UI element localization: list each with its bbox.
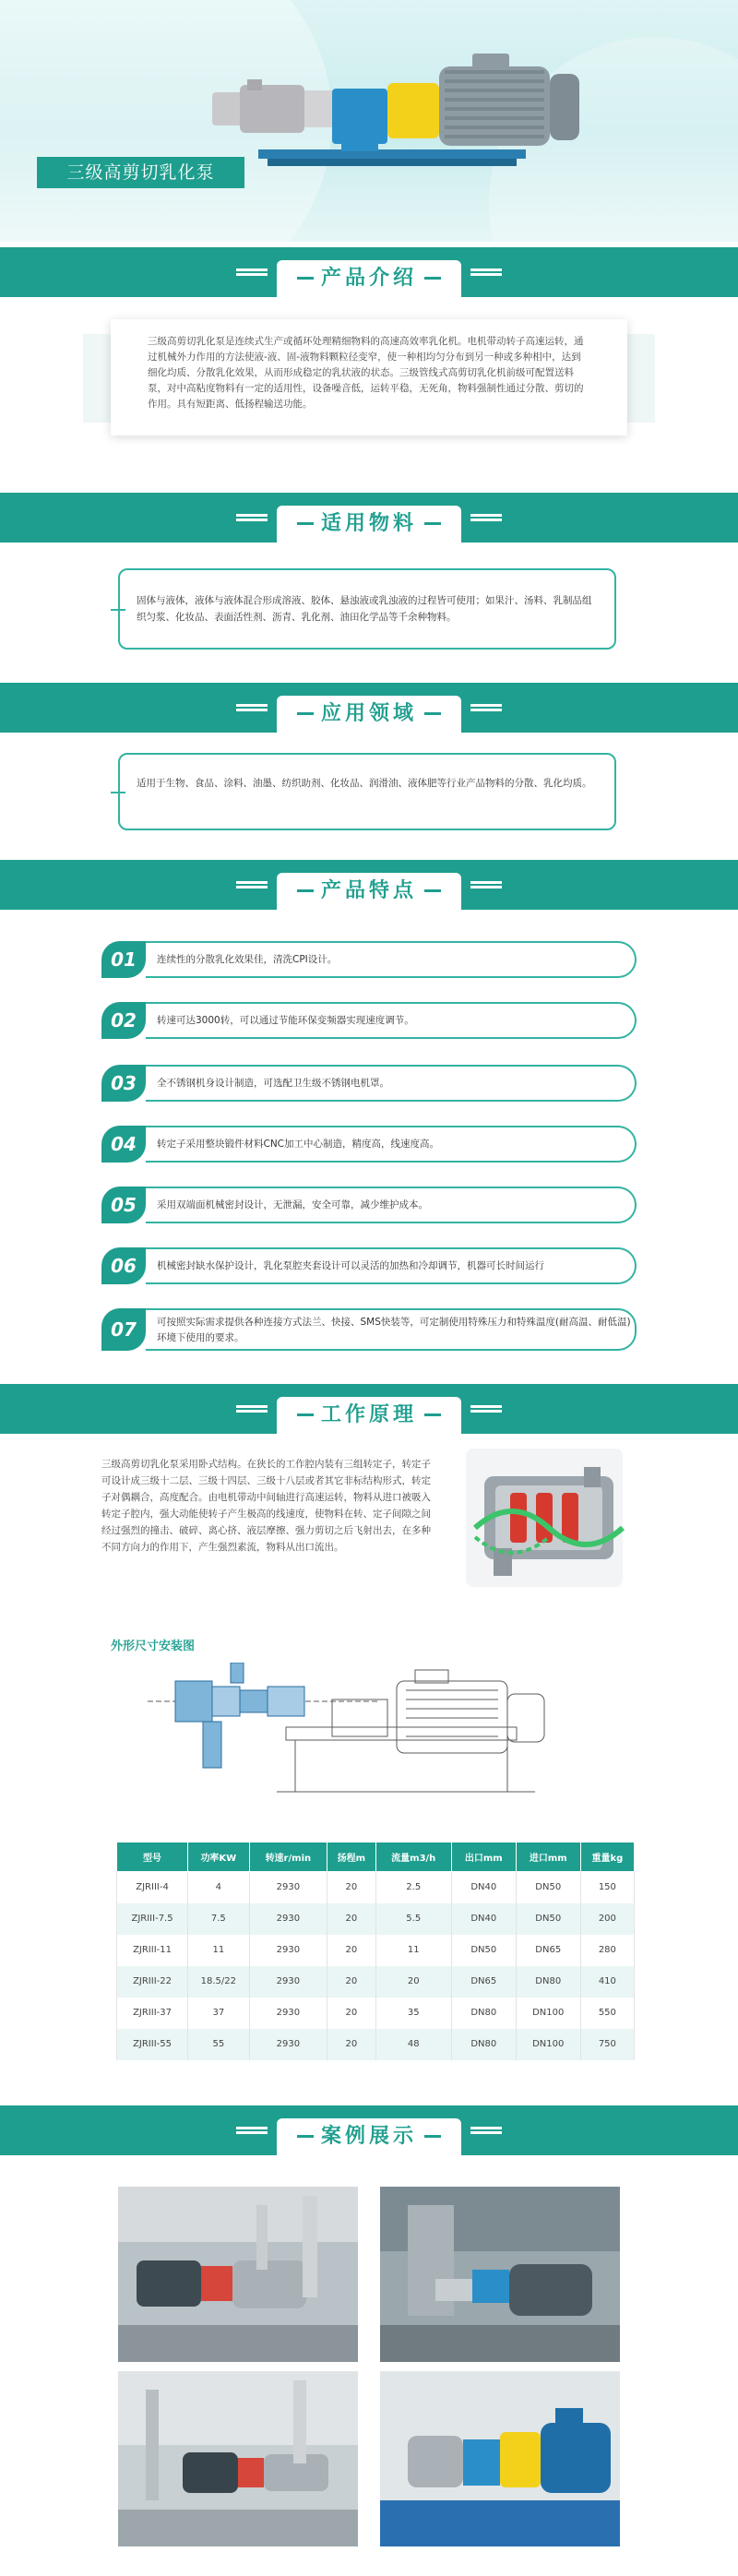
table-row	[117, 1966, 635, 1998]
feature-item	[101, 1002, 637, 1039]
feature-text: 连续性的分散乳化效果佳，清洗CPI设计。	[146, 941, 637, 978]
table-cell: ZJRIII-4	[117, 1872, 188, 1903]
feature-text: 可按照实际需求提供各种连接方式法兰、快接、SMS快装等，可定制使用特殊压力和特殊温度(耐高温、耐低温)环境下使用的要求。	[146, 1308, 637, 1351]
table-cell: 5.5	[375, 1903, 451, 1935]
table-row	[117, 1935, 635, 1966]
table-cell: 2930	[249, 1998, 327, 2029]
table-cell: 550	[580, 1998, 634, 2029]
table-cell: ZJRIII-11	[117, 1935, 188, 1966]
table-cell: 2930	[249, 1872, 327, 1903]
table-cell: 2930	[249, 1935, 327, 1966]
table-cell: ZJRIII-55	[117, 2029, 188, 2060]
table-cell: 18.5/22	[188, 1966, 250, 1998]
feature-text: 转速可达3000转，可以通过节能环保变频器实现速度调节。	[146, 1002, 637, 1039]
case-photo	[118, 2371, 358, 2546]
feature-item	[101, 1308, 637, 1351]
table-cell: DN50	[516, 1903, 580, 1935]
column-header: 流量m3/h	[375, 1843, 451, 1872]
table-cell: DN65	[516, 1935, 580, 1966]
table-cell: DN80	[451, 2029, 516, 2060]
feature-text: 采用双端面机械密封设计，无泄漏，安全可靠，减少维护成本。	[146, 1187, 637, 1223]
spec-table	[116, 1842, 635, 2060]
installation-drawing	[148, 1663, 590, 1819]
section-header-fields	[0, 683, 738, 733]
feature-item	[101, 1065, 637, 1102]
table-cell: 2.5	[375, 1872, 451, 1903]
table-cell: DN100	[516, 1998, 580, 2029]
case-photo	[118, 2187, 358, 2362]
feature-number: 05	[101, 1187, 146, 1223]
feature-text: 转定子采用整块锻件材料CNC加工中心制造，精度高，线速度高。	[146, 1126, 637, 1163]
table-cell: 20	[375, 1966, 451, 1998]
feature-item	[101, 1247, 637, 1284]
table-cell: 2930	[249, 2029, 327, 2060]
section-header-features	[0, 860, 738, 910]
section-title: 案例展示	[277, 2122, 461, 2152]
intro-text: 三级高剪切乳化泵是连续式生产或循环处理精细物料的高速高效率乳化机。电机带动转子高速运转，通过机械外力作用的方法使液-液、固-液物料颗粒径变窄，使一种相均匀分布到另一种或多种相中，达到细化均质、分散乳化效果，从而形成稳定的乳状液的状态。三级管线式高剪切乳化机前级可配置送料泵，对中高粘度物料有一定的适用性，设备噪音低，运转平稳，无死角，物料强制性通过分散、剪切的作用。具有短距离、低扬程输送功能。	[111, 319, 627, 435]
table-row	[117, 1998, 635, 2029]
column-header: 转速r/min	[249, 1843, 327, 1872]
table-cell: 7.5	[188, 1903, 250, 1935]
table-cell: DN80	[516, 1966, 580, 1998]
feature-item	[101, 1187, 637, 1223]
table-cell: 150	[580, 1872, 634, 1903]
drawing-title: 外形尺寸安装图	[111, 1640, 196, 1653]
rotor-stator-cutaway-image	[457, 1439, 632, 1596]
column-header: 出口mm	[451, 1843, 516, 1872]
table-cell: 20	[327, 1935, 376, 1966]
feature-number: 06	[101, 1247, 146, 1284]
table-row	[117, 1903, 635, 1935]
table-cell: 2930	[249, 1966, 327, 1998]
column-header: 重量kg	[580, 1843, 634, 1872]
table-cell: DN50	[516, 1872, 580, 1903]
section-header-intro	[0, 247, 738, 297]
column-header: 扬程m	[327, 1843, 376, 1872]
table-cell: DN65	[451, 1966, 516, 1998]
table-header-row	[117, 1843, 635, 1872]
principle-text: 三级高剪切乳化泵采用卧式结构。在狭长的工作腔内装有三组转定子，转定子可设计成三级十二层、三级十四层、三级十八层或者其它非标结构形式，转定子对偶耦合，高度配合。由电机带动中间轴进行高速运转，物料从进口被吸入转定子腔内，强大动能使转子产生极高的线速度，使物料在转、定子间隙之间经过强烈的撞击、破碎、离心挤、液层摩擦、强力剪切之后飞射出去，在多种不同方向力的作用下，产生强烈素流，物料从出口流出。	[101, 1459, 431, 1553]
table-cell: DN80	[451, 1998, 516, 2029]
table-cell: 280	[580, 1935, 634, 1966]
feature-item	[101, 941, 637, 978]
table-cell: ZJRIII-37	[117, 1998, 188, 2029]
table-cell: 48	[375, 2029, 451, 2060]
feature-number: 01	[101, 941, 146, 978]
column-header: 型号	[117, 1843, 188, 1872]
table-cell: 11	[188, 1935, 250, 1966]
case-photo	[380, 2371, 620, 2546]
table-cell: DN50	[451, 1935, 516, 1966]
section-header-cases	[0, 2105, 738, 2155]
table-cell: 37	[188, 1998, 250, 2029]
table-cell: 2930	[249, 1903, 327, 1935]
table-row	[117, 2029, 635, 2060]
section-title: 应用领域	[277, 699, 461, 729]
table-cell: 410	[580, 1966, 634, 1998]
table-cell: 20	[327, 1966, 376, 1998]
case-photo	[380, 2187, 620, 2362]
table-cell: ZJRIII-22	[117, 1966, 188, 1998]
fields-text: 适用于生物、食品、涂料、油墨、纺织助剂、化妆品、润滑油、液体肥等行业产品物料的分散、乳化均质。	[118, 753, 616, 830]
feature-number: 04	[101, 1126, 146, 1163]
feature-number: 03	[101, 1065, 146, 1102]
table-cell: 4	[188, 1872, 250, 1903]
table-cell: DN100	[516, 2029, 580, 2060]
feature-item	[101, 1126, 637, 1163]
feature-number: 07	[101, 1308, 146, 1351]
section-title: 适用物料	[277, 509, 461, 539]
section-title: 产品介绍	[277, 264, 461, 293]
section-title: 工作原理	[277, 1401, 461, 1430]
table-cell: 750	[580, 2029, 634, 2060]
table-cell: 20	[327, 1998, 376, 2029]
section-header-materials	[0, 493, 738, 543]
section-header-principle	[0, 1384, 738, 1434]
feature-text: 全不锈钢机身设计制造，可选配卫生级不锈钢电机罩。	[146, 1065, 637, 1102]
column-header: 进口mm	[516, 1843, 580, 1872]
table-cell: DN40	[451, 1903, 516, 1935]
table-cell: 35	[375, 1998, 451, 2029]
table-cell: 200	[580, 1903, 634, 1935]
column-header: 功率KW	[188, 1843, 250, 1872]
product-name-label: 三级高剪切乳化泵	[37, 157, 244, 188]
emulsifier-pump-image	[203, 46, 590, 185]
feature-number: 02	[101, 1002, 146, 1039]
table-cell: DN40	[451, 1872, 516, 1903]
table-cell: ZJRIII-7.5	[117, 1903, 188, 1935]
feature-text: 机械密封缺水保护设计，乳化泵腔夹套设计可以灵活的加热和冷却调节，机器可长时间运行	[146, 1247, 637, 1284]
table-cell: 20	[327, 2029, 376, 2060]
table-row	[117, 1872, 635, 1903]
table-cell: 55	[188, 2029, 250, 2060]
section-title: 产品特点	[277, 877, 461, 906]
table-cell: 11	[375, 1935, 451, 1966]
hero-banner	[0, 0, 738, 242]
table-cell: 20	[327, 1903, 376, 1935]
table-cell: 20	[327, 1872, 376, 1903]
materials-text: 固体与液体，液体与液体混合形成溶液、胶体、悬浊液或乳浊液的过程皆可使用；如果汁、汤料、乳制品组织匀浆、化妆品、表面活性剂、沥青、乳化剂、油田化学品等千余种物料。	[118, 568, 616, 650]
